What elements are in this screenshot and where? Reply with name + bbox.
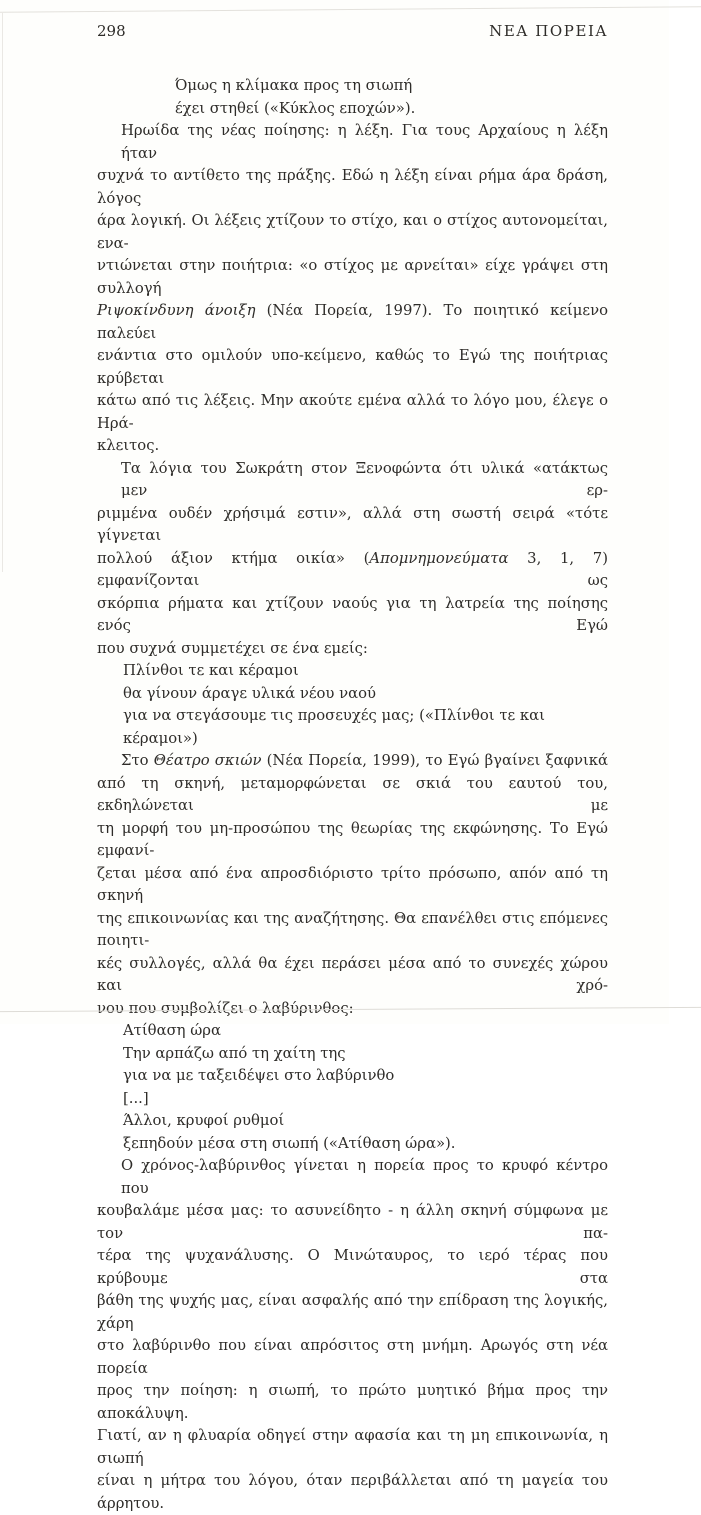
body-text: ενάντια στο ομιλούν υπο-κείμενο, καθώς το Εγώ της ποιήτριας κρύβεται bbox=[97, 347, 608, 387]
text-line bbox=[97, 1470, 608, 1515]
body-text: Άλλοι, κρυφοί ρυθμοί bbox=[123, 1112, 285, 1129]
body-text: Όμως η κλίμακα προς τη σιωπή bbox=[175, 77, 413, 94]
text-line bbox=[97, 1155, 608, 1200]
body-text: 3, 1, 7) εμφανίζονται ως bbox=[97, 549, 608, 589]
text-line bbox=[97, 120, 608, 165]
italic-title-text: Θέατρο σκιών bbox=[153, 752, 262, 769]
body-text: Ατίθαση ώρα bbox=[123, 1022, 222, 1039]
verse-quote bbox=[97, 75, 608, 120]
body-text: έχει στηθεί («Κύκλος εποχών»). bbox=[175, 99, 416, 117]
body-text: ξεπηδούν μέσα στη σιωπή («Ατίθαση ώρα»). bbox=[123, 1134, 456, 1152]
verse-quote bbox=[97, 660, 608, 750]
body-text: για να με ταξειδέψει στο λαβύρινθο bbox=[123, 1067, 395, 1084]
body-text: προς την ποίηση: η σιωπή, το πρώτο μυητικό βήμα προς την αποκάλυψη. bbox=[97, 1382, 608, 1422]
text-line bbox=[97, 1043, 608, 1066]
body-text: από τη σκηνή, μεταμορφώνεται σε σκιά του εαυτού του, εκδηλώνεται με bbox=[97, 774, 608, 814]
text-line bbox=[97, 683, 608, 706]
body-text: κουβαλάμε μέσα μας: το ασυνείδητο - η άλλη σκηνή σύμφωνα με τον πα- bbox=[97, 1202, 608, 1242]
text-line bbox=[97, 660, 608, 683]
text-line bbox=[97, 750, 608, 773]
text-line bbox=[97, 98, 608, 121]
text-line bbox=[97, 953, 608, 998]
text-line bbox=[97, 435, 608, 458]
text-line bbox=[97, 908, 608, 953]
text-line bbox=[97, 705, 608, 750]
text-line bbox=[97, 1380, 608, 1425]
body-text: Ηρωίδα της νέας ποίησης: η λέξη. Για τους Αρχαίους η λέξη ήταν bbox=[121, 122, 608, 162]
paragraph bbox=[97, 750, 608, 1020]
body-text: ντιώνεται στην ποιήτρια: «ο στίχος με αρνείται» είχε γράψει στη συλλογή bbox=[97, 257, 608, 297]
italic-title-text: Απομνημονεύματα bbox=[369, 549, 509, 567]
text-line bbox=[97, 548, 608, 593]
text-line bbox=[97, 210, 608, 255]
text-line bbox=[97, 1290, 608, 1335]
body-text: άρα λογική. Οι λέξεις χτίζουν το στίχο, και ο στίχος αυτονομείται, ενα- bbox=[97, 212, 608, 252]
text-line bbox=[97, 1133, 608, 1156]
text-line bbox=[97, 300, 608, 345]
text-line bbox=[97, 165, 608, 210]
text-body bbox=[97, 75, 608, 1515]
body-text: Την αρπάζω από τη χαίτη της bbox=[123, 1044, 346, 1062]
body-text: (Νέα Πορεία, 1999), το Εγώ βγαίνει ξαφνικά bbox=[261, 752, 608, 769]
body-text: σκόρπια ρήματα και χτίζουν ναούς για τη λατρεία της ποίησης ενός Εγώ bbox=[97, 594, 608, 634]
text-line bbox=[97, 773, 608, 818]
body-text: Στο bbox=[121, 752, 154, 769]
text-line bbox=[97, 818, 608, 863]
text-line bbox=[97, 75, 608, 98]
text-line bbox=[97, 1425, 608, 1470]
body-text: κές συλλογές, αλλά θα έχει περάσει μέσα από το συνεχές χώρου και χρό- bbox=[97, 954, 608, 994]
text-line bbox=[97, 638, 608, 661]
paragraph bbox=[97, 1155, 608, 1515]
body-text: που συχνά συμμετέχει σε ένα εμείς: bbox=[97, 639, 368, 657]
body-text: (Νέα Πορεία, 1997). Το ποιητικό κείμενο παλεύει bbox=[97, 302, 608, 342]
body-text: Γιατί, αν η φλυαρία οδηγεί στην αφασία και τη μη επικοινωνία, η σιωπή bbox=[97, 1427, 608, 1467]
body-text: τέρα της ψυχανάλυσης. Ο Μινώταυρος, το ιερό τέρας που κρύβουμε στα bbox=[97, 1247, 608, 1287]
body-text: κλειτος. bbox=[97, 437, 160, 454]
paragraph bbox=[97, 120, 608, 458]
text-line bbox=[97, 390, 608, 435]
text-line bbox=[97, 345, 608, 390]
body-text: πολλού άξιον κτήμα οικία» ( bbox=[97, 549, 370, 567]
body-text: ριμμένα ουδέν χρήσιμά εστιν», αλλά στη σωστή σειρά «τότε γίγνεται bbox=[97, 504, 608, 544]
body-text: της επικοινωνίας και της αναζήτησης. Θα επανέλθει στις επόμενες ποιητι- bbox=[97, 909, 608, 949]
body-text: Ο χρόνος-λαβύρινθος γίνεται η πορεία προς το κρυφό κέντρο που bbox=[121, 1157, 608, 1197]
body-text: στο λαβύρινθο που είναι απρόσιτος στη μνήμη. Αρωγός στη νέα πορεία bbox=[97, 1337, 608, 1377]
text-line bbox=[97, 1065, 608, 1088]
body-text: ζεται μέσα από ένα απροσδιόριστο τρίτο πρόσωπο, απόν από τη σκηνή bbox=[97, 864, 608, 904]
body-text: θα γίνουν άραγε υλικά νέου ναού bbox=[123, 684, 377, 702]
text-line bbox=[97, 1200, 608, 1245]
text-line bbox=[97, 1088, 608, 1111]
body-text: βάθη της ψυχής μας, είναι ασφαλής από την επίδραση της λογικής, χάρη bbox=[97, 1292, 608, 1332]
text-line bbox=[97, 593, 608, 638]
body-text: για να στεγάσουμε τις προσευχές μας; («Πλίνθοι τε και κέραμοι») bbox=[123, 707, 545, 747]
text-line bbox=[97, 1335, 608, 1380]
page-header bbox=[97, 20, 608, 42]
page-number: 298 bbox=[97, 22, 126, 40]
paragraph bbox=[97, 458, 608, 661]
body-text: [...] bbox=[123, 1089, 149, 1107]
text-line bbox=[97, 458, 608, 503]
text-line bbox=[97, 1110, 608, 1133]
italic-title-text: Ριψοκίνδυνη άνοιξη bbox=[97, 302, 256, 319]
text-line bbox=[97, 503, 608, 548]
body-text: τη μορφή του μη-προσώπου της θεωρίας της εκφώνησης. Το Εγώ εμφανί- bbox=[97, 819, 608, 859]
running-head: ΝΕΑ ΠΟΡΕΙΑ bbox=[489, 22, 608, 40]
body-text: νου που συμβολίζει ο λαβύρινθος: bbox=[97, 999, 354, 1017]
body-text: Τα λόγια του Σωκράτη στον Ξενοφώντα ότι υλικά «ατάκτως μεν ερ- bbox=[121, 459, 608, 499]
body-text: είναι η μήτρα του λόγου, όταν περιβάλλεται από τη μαγεία του άρρητου. bbox=[97, 1472, 608, 1512]
body-text: Πλίνθοι τε και κέραμοι bbox=[123, 662, 299, 679]
verse-quote bbox=[97, 1020, 608, 1155]
text-line bbox=[97, 1245, 608, 1290]
text-line bbox=[97, 255, 608, 300]
body-text: κάτω από τις λέξεις. Μην ακούτε εμένα αλλά το λόγο μου, έλεγε ο Ηρά- bbox=[97, 392, 608, 432]
text-line bbox=[97, 1020, 608, 1043]
body-text: συχνά το αντίθετο της πράξης. Εδώ η λέξη είναι ρήμα άρα δράση, λόγος bbox=[97, 167, 608, 207]
text-line bbox=[97, 863, 608, 908]
